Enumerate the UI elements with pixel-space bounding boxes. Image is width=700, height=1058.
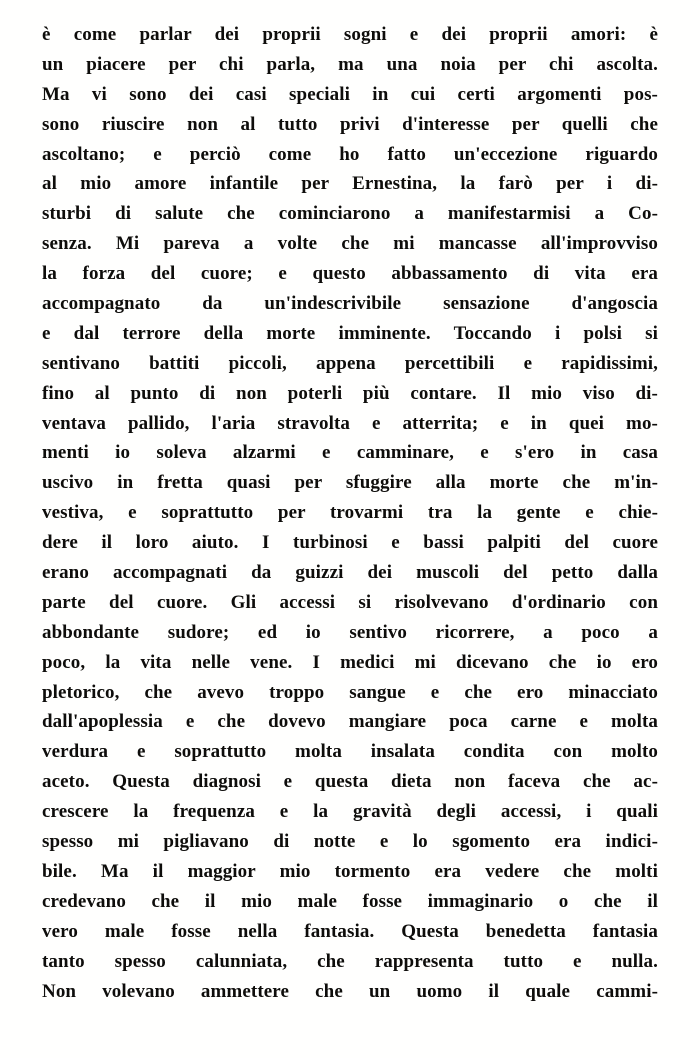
- text-line: verdura e soprattutto molta insalata condita con molto: [42, 741, 658, 763]
- text-line: ascoltano; e perciò come ho fatto un'eccezione riguardo: [42, 143, 658, 165]
- text-line: menti io soleva alzarmi e camminare, e s'ero in casa: [42, 442, 658, 464]
- text-line: uscivo in fretta quasi per sfuggire alla morte che m'in-: [42, 472, 658, 494]
- text-line: poco, la vita nelle vene. I medici mi dicevano che io ero: [42, 651, 658, 673]
- text-line: Non volevano ammettere che un uomo il quale cammi-: [42, 980, 658, 1002]
- text-line: crescere la frequenza e la gravità degli accessi, i quali: [42, 801, 658, 823]
- text-line: abbondante sudore; ed io sentivo ricorrere, a poco a: [42, 621, 658, 643]
- text-line: dall'apoplessia e che dovevo mangiare poca carne e molta: [42, 711, 658, 733]
- text-line: parte del cuore. Gli accessi si risolvevano d'ordinario con: [42, 591, 658, 613]
- body-text: [42, 20, 658, 1006]
- text-line: accompagnato da un'indescrivibile sensazione d'angoscia: [42, 293, 658, 315]
- text-line: fino al punto di non poterli più contare. Il mio viso di-: [42, 382, 658, 404]
- text-line: Ma vi sono dei casi speciali in cui certi argomenti pos-: [42, 83, 658, 105]
- text-line: sturbi di salute che cominciarono a manifestarmisi a Co-: [42, 203, 658, 225]
- text-line: senza. Mi pareva a volte che mi mancasse all'improvviso: [42, 233, 658, 255]
- text-line: e dal terrore della morte imminente. Toccando i polsi si: [42, 322, 658, 344]
- text-line: vero male fosse nella fantasia. Questa benedetta fantasia: [42, 920, 658, 942]
- text-line: aceto. Questa diagnosi e questa dieta non faceva che ac-: [42, 771, 658, 793]
- text-line: al mio amore infantile per Ernestina, la farò per i di-: [42, 173, 658, 195]
- text-line: pletorico, che avevo troppo sangue e che ero minacciato: [42, 681, 658, 703]
- text-line: sentivano battiti piccoli, appena percettibili e rapidissimi,: [42, 352, 658, 374]
- text-line: spesso mi pigliavano di notte e lo sgomento era indici-: [42, 831, 658, 853]
- text-line: dere il loro aiuto. I turbinosi e bassi palpiti del cuore: [42, 532, 658, 554]
- text-line: un piacere per chi parla, ma una noia per chi ascolta.: [42, 53, 658, 75]
- text-line: la forza del cuore; e questo abbassamento di vita era: [42, 263, 658, 285]
- text-line: credevano che il mio male fosse immaginario o che il: [42, 890, 658, 912]
- text-line: sono riuscire non al tutto privi d'interesse per quelli che: [42, 113, 658, 135]
- text-line: erano accompagnati da guizzi dei muscoli del petto dalla: [42, 562, 658, 584]
- text-line: bile. Ma il maggior mio tormento era vedere che molti: [42, 860, 658, 882]
- text-line: è come parlar dei proprii sogni e dei proprii amori: è: [42, 24, 658, 45]
- text-line: tanto spesso calunniata, che rappresenta tutto e nulla.: [42, 950, 658, 972]
- text-line: vestiva, e soprattutto per trovarmi tra la gente e chie-: [42, 502, 658, 524]
- text-line: ventava pallido, l'aria stravolta e atterrita; e in quei mo-: [42, 412, 658, 434]
